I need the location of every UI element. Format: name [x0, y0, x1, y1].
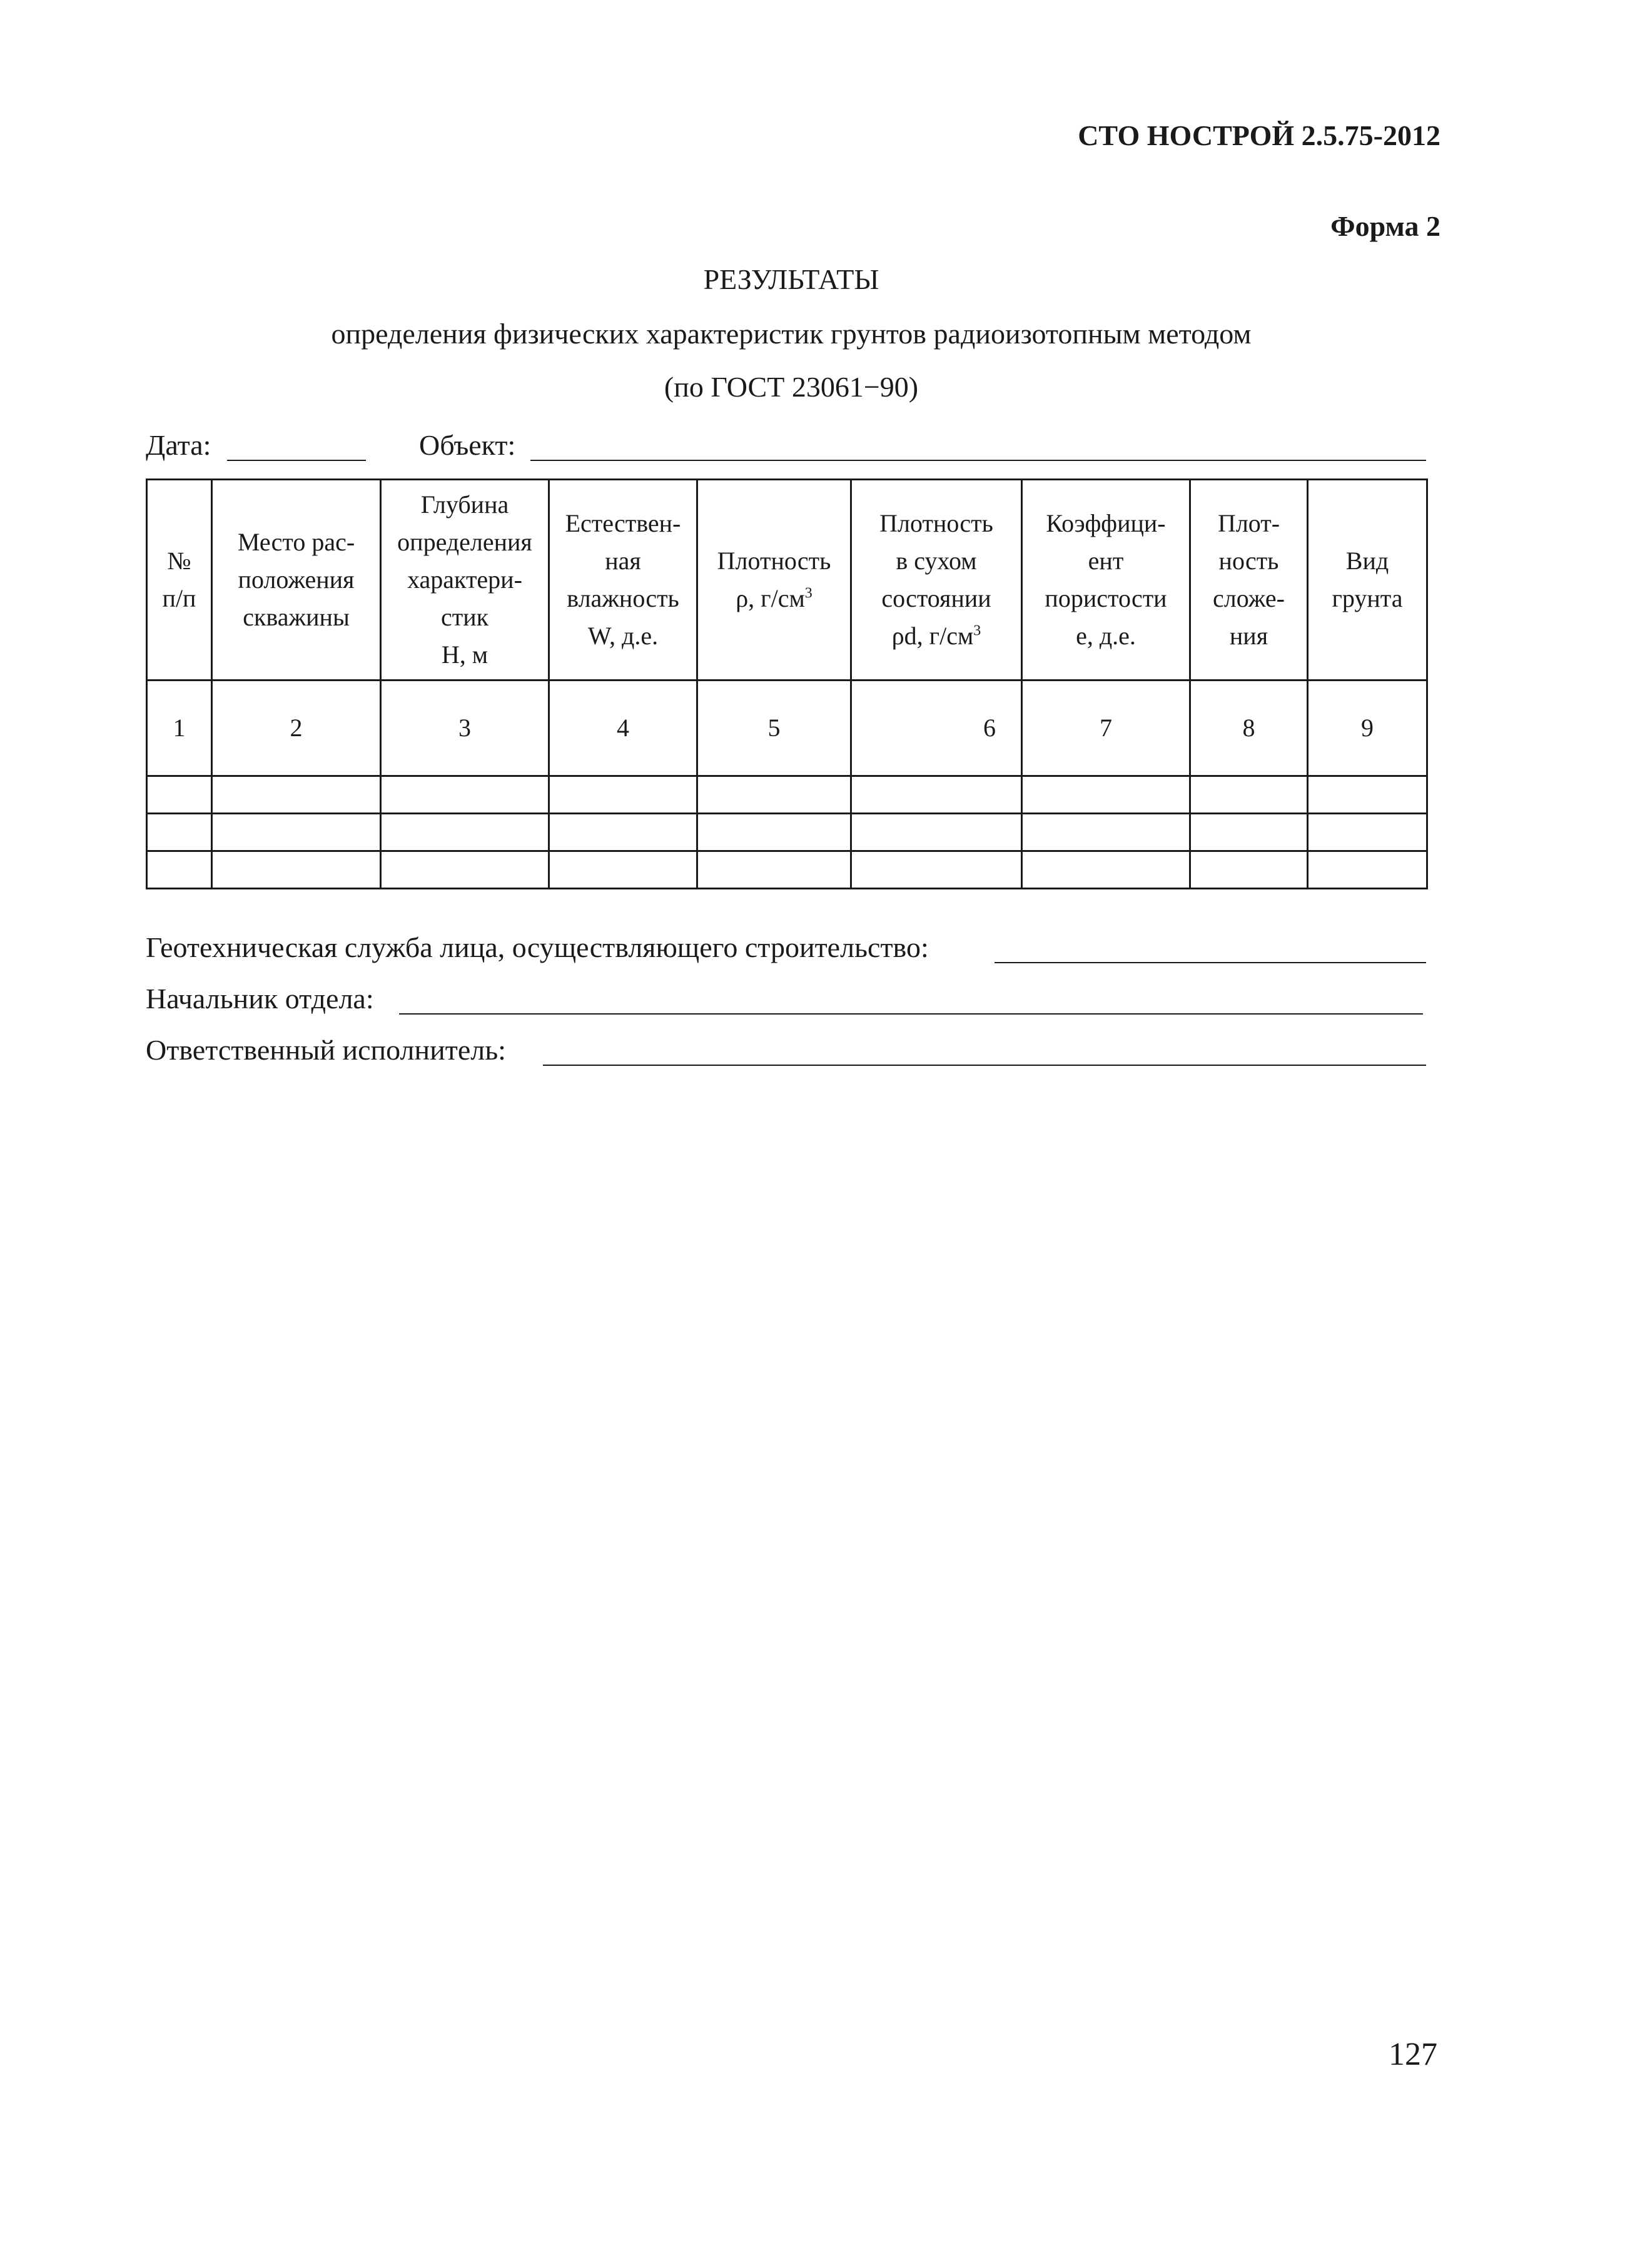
date-blank[interactable]: [227, 428, 366, 461]
page-number: 127: [1389, 2037, 1437, 2072]
table-cell[interactable]: [549, 776, 697, 814]
table-cell[interactable]: [381, 776, 549, 814]
number-cell: 7: [1022, 681, 1190, 776]
document-code: СТО НОСТРОЙ 2.5.75-2012: [1078, 119, 1440, 151]
number-cell: 9: [1308, 681, 1427, 776]
header-cell-depth: Глубина определения характери- стик Н, м: [381, 480, 549, 681]
table-cell[interactable]: [1190, 851, 1308, 889]
table-cell[interactable]: [1190, 776, 1308, 814]
number-cell: 4: [549, 681, 697, 776]
table-cell[interactable]: [381, 851, 549, 889]
signature-executor-row: [146, 1033, 1426, 1071]
title-standard-ref: (по ГОСТ 23061−90): [664, 371, 919, 403]
header-cell-compaction: Плот- ность сложе- ния: [1190, 480, 1308, 681]
meta-row: [146, 428, 1426, 466]
table-cell[interactable]: [697, 814, 851, 851]
signature-head-row: [146, 982, 1426, 1020]
signature-head-blank[interactable]: [399, 982, 1423, 1015]
table-cell[interactable]: [549, 814, 697, 851]
table-cell[interactable]: [1308, 776, 1427, 814]
header-cell-dry-density: Плотность в сухом состоянии ρd, $г/см^3$: [851, 480, 1022, 681]
number-cell: 5: [697, 681, 851, 776]
header-cell-porosity: Коэффици- ент пористости е, д.е.: [1022, 480, 1190, 681]
date-label: Дата:: [146, 429, 211, 461]
signature-executor-label: Ответственный исполнитель:: [146, 1034, 506, 1066]
table-cell[interactable]: [212, 776, 381, 814]
table-cell[interactable]: [147, 814, 212, 851]
number-cell: 8: [1190, 681, 1308, 776]
table-row: [147, 776, 1427, 814]
number-cell: 3: [381, 681, 549, 776]
signature-head-label: Начальник отдела:: [146, 983, 374, 1015]
table-cell[interactable]: [381, 814, 549, 851]
table-row: [147, 851, 1427, 889]
header-cell-density: Плотность ρ, $г/см^3$: [697, 480, 851, 681]
table-cell[interactable]: [1190, 814, 1308, 851]
results-table: [146, 478, 1428, 889]
table-cell[interactable]: [147, 776, 212, 814]
table-header-row: [147, 480, 1427, 681]
table-cell[interactable]: [1022, 814, 1190, 851]
number-cell: 2: [212, 681, 381, 776]
title-main: РЕЗУЛЬТАТЫ: [703, 263, 879, 295]
table-cell[interactable]: [697, 851, 851, 889]
table-cell[interactable]: [1308, 851, 1427, 889]
title-subtitle: определения физических характеристик грунтов радиоизотопным методом: [331, 318, 1252, 350]
number-cell: 1: [147, 681, 212, 776]
object-blank[interactable]: [530, 428, 1426, 461]
table-number-row: [147, 681, 1427, 776]
header-cell-number: № п/п: [147, 480, 212, 681]
signature-executor-blank[interactable]: [543, 1033, 1426, 1066]
table-cell[interactable]: [1022, 776, 1190, 814]
header-cell-location: Место рас- положения скважины: [212, 480, 381, 681]
table-cell[interactable]: [851, 814, 1022, 851]
table-cell[interactable]: [851, 776, 1022, 814]
number-cell: 6: [851, 681, 1022, 776]
signature-geotech-row: [146, 931, 1426, 968]
header-cell-soil-type: Вид грунта: [1308, 480, 1427, 681]
table-cell[interactable]: [147, 851, 212, 889]
table-row: [147, 814, 1427, 851]
table-cell[interactable]: [549, 851, 697, 889]
table-cell[interactable]: [212, 851, 381, 889]
object-label: Объект:: [419, 429, 516, 461]
table-cell[interactable]: [212, 814, 381, 851]
table-cell[interactable]: [1022, 851, 1190, 889]
table-cell[interactable]: [1308, 814, 1427, 851]
table-cell[interactable]: [851, 851, 1022, 889]
header-cell-moisture: Естествен- ная влажность W, д.е.: [549, 480, 697, 681]
form-number: Форма 2: [1330, 210, 1440, 242]
signature-geotech-blank[interactable]: [995, 931, 1426, 963]
table-cell[interactable]: [697, 776, 851, 814]
signature-geotech-label: Геотехническая служба лица, осуществляющего строительство:: [146, 931, 929, 963]
